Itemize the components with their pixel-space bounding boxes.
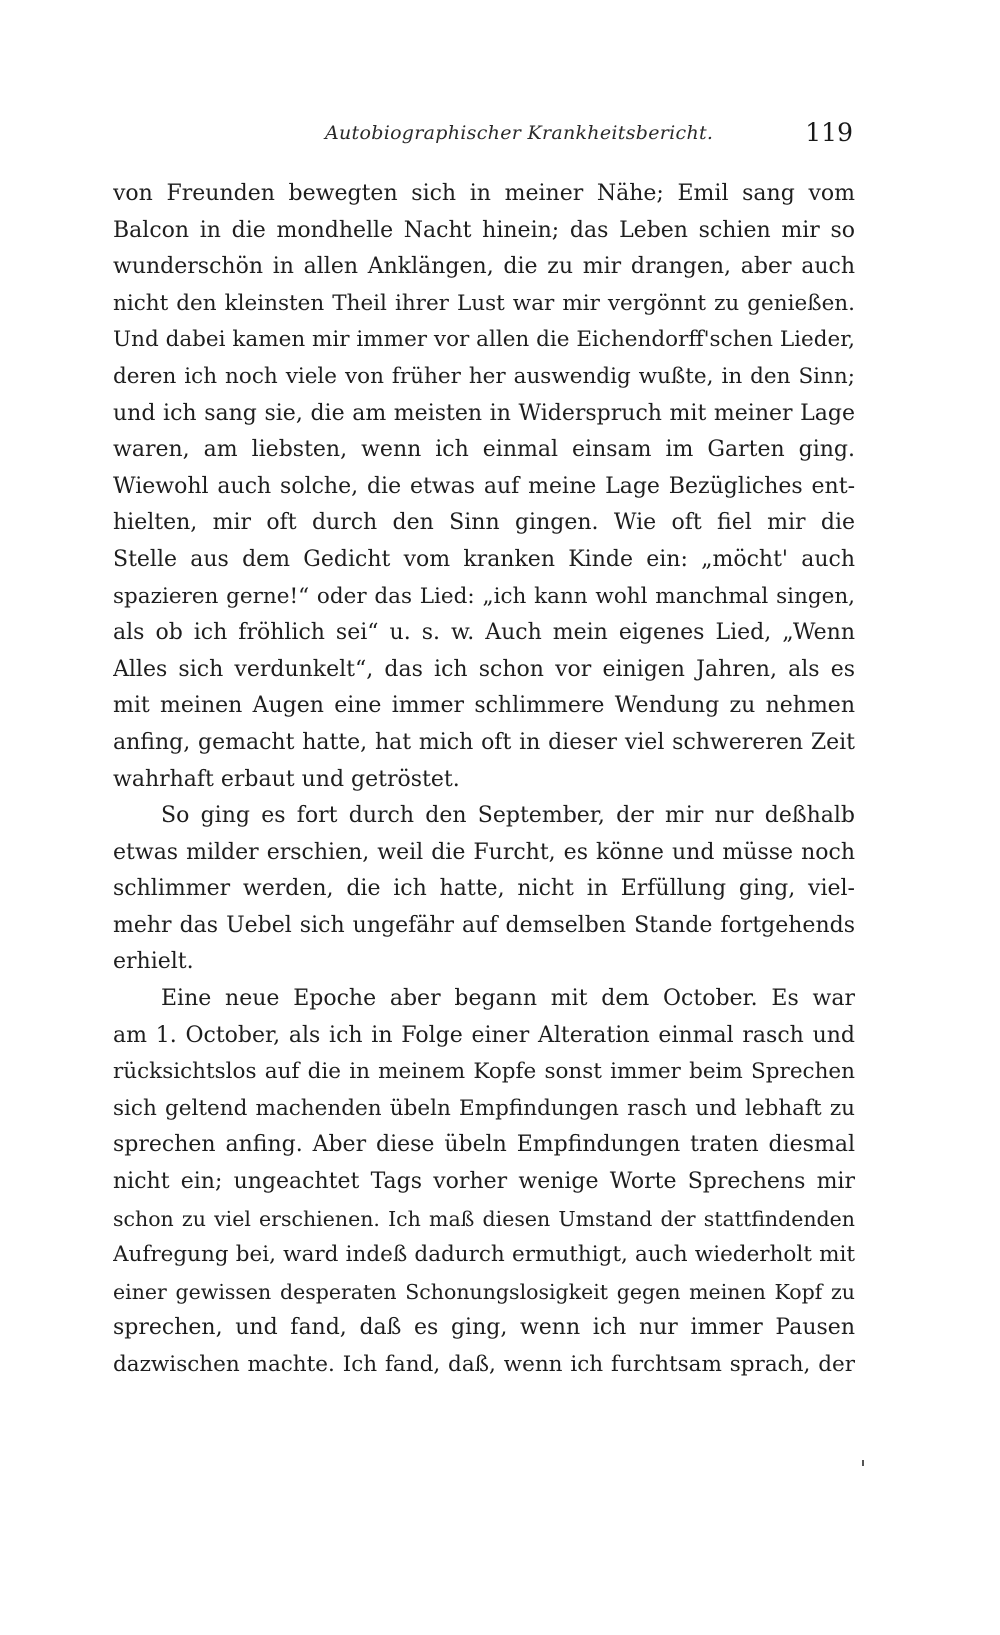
text-line: Aufregung bei, ward indeß dadurch ermuthigt, auch wiederholt mit [113,1242,855,1268]
text-line: als ob ich fröhlich sei“ u. s. w. Auch mein eigenes Lied, „Wenn [113,620,855,646]
text-line: Stelle aus dem Gedicht vom kranken Kinde ein: „möcht' auch [113,546,855,572]
text-line: Alles sich verdunkelt“, das ich schon vor einigen Jahren, als es [113,656,855,682]
text-line: dazwischen machte. Ich fand, daß, wenn ich furchtsam sprach, der [113,1352,855,1377]
text-line: Wiewohl auch solche, die etwas auf meine Lage Bezügliches ent- [113,473,855,499]
ink-speck [862,1460,864,1466]
text-line: sprechen anfing. Aber diese übeln Empfindungen traten diesmal [113,1132,855,1158]
text-line: sich geltend machenden übeln Empfindungen rasch und lebhaft zu [113,1095,855,1121]
text-line: rücksichtslos auf die in meinem Kopfe sonst immer beim Sprechen [113,1059,855,1085]
text-line: waren, am liebsten, wenn ich einmal einsam im Garten ging. [113,437,855,463]
paragraph-3 [113,981,855,1384]
body-text [113,176,855,1384]
text-line: Und dabei kamen mir immer vor allen die Eichendorff'schen Lieder, [113,327,855,353]
text-line: schon zu viel erschienen. Ich maß diesen Umstand der stattfindenden [113,1206,855,1231]
page-number: 119 [805,118,853,147]
text-line: am 1. October, als ich in Folge einer Alteration einmal rasch und [113,1022,855,1048]
text-line: mit meinen Augen eine immer schlimmere Wendung zu nehmen [113,693,855,719]
text-line: einer gewissen desperaten Schonungslosigkeit gegen meinen Kopf zu [113,1279,855,1304]
running-title: Autobiographischer Krankheitsbericht. [325,122,714,144]
text-line: spazieren gerne!“ oder das Lied: „ich kann wohl manchmal singen, [113,583,855,609]
text-line: deren ich noch viele von früher her auswendig wußte, in den Sinn; [113,363,855,389]
text-line: von Freunden bewegten sich in meiner Nähe; Emil sang vom [113,181,855,206]
text-line: etwas milder erschien, weil die Furcht, es könne und müsse noch [113,839,855,865]
text-line: So ging es fort durch den September, der mir nur deßhalb [161,803,855,829]
text-line: anfing, gemacht hatte, hat mich oft in dieser viel schwereren Zeit [113,729,855,755]
text-line: und ich sang sie, die am meisten in Widerspruch mit meiner Lage [113,400,855,426]
text-line: Balcon in die mondhelle Nacht hinein; das Leben schien mir so [113,217,855,243]
text-line: erhielt. [113,949,194,975]
text-line: Eine neue Epoche aber begann mit dem October. Es war [161,986,855,1012]
text-line: wahrhaft erbaut und getröstet. [113,766,460,792]
text-line: hielten, mir oft durch den Sinn gingen. Wie oft fiel mir die [113,510,855,536]
text-line: nicht ein; ungeachtet Tags vorher wenige Worte Sprechens mir [113,1169,855,1195]
text-line: wunderschön in allen Anklängen, die zu mir drangen, aber auch [113,254,855,280]
paragraph-1 [113,176,855,798]
text-line: nicht den kleinsten Theil ihrer Lust war mir vergönnt zu genießen. [113,290,855,316]
paragraph-2 [113,798,855,981]
text-line: mehr das Uebel sich ungefähr auf demselben Stande fortgehends [113,912,855,938]
running-head [115,118,853,152]
text-line: sprechen, und fand, daß es ging, wenn ich nur immer Pausen [113,1315,855,1341]
text-line: schlimmer werden, die ich hatte, nicht in Erfüllung ging, viel- [113,876,855,902]
